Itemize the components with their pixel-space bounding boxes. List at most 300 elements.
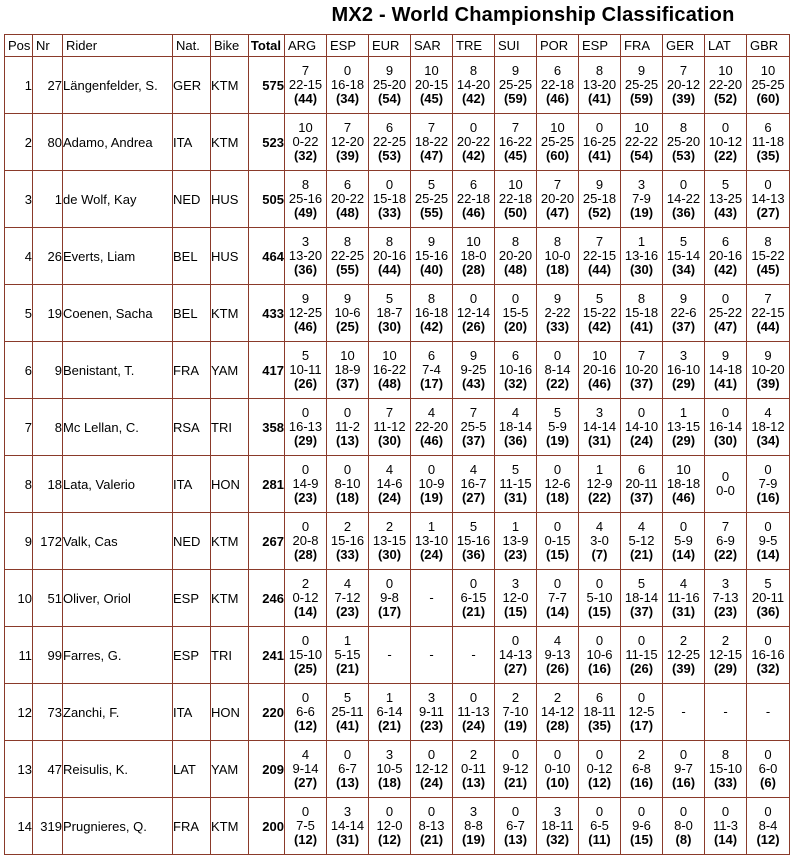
race-points: 18-14 <box>624 590 659 605</box>
race-points: 14-18 <box>708 362 743 377</box>
rider-name: Everts, Liam <box>63 228 173 285</box>
rider-pos: 4 <box>5 228 33 285</box>
race-points: 15-18 <box>372 191 407 206</box>
gp-points: (21) <box>629 547 654 562</box>
gp-points: (55) <box>335 262 360 277</box>
race-points: 9-14 <box>292 761 319 776</box>
gp-result-cell <box>369 798 411 855</box>
race-points: 22-18 <box>456 191 491 206</box>
gp-score: 7 <box>553 177 562 192</box>
gp-points: (29) <box>671 376 696 391</box>
rider-name: Adamo, Andrea <box>63 114 173 171</box>
gp-score: 0 <box>764 462 772 477</box>
race-points: 11-3 <box>712 818 739 833</box>
gp-score: 6 <box>427 348 436 363</box>
gp-points: (28) <box>545 718 570 733</box>
gp-score: 0 <box>511 633 520 648</box>
rider-pos: 14 <box>5 798 33 855</box>
table-row <box>5 285 790 342</box>
race-points: 9-7 <box>674 761 693 776</box>
gp-result-cell <box>663 798 705 855</box>
gp-score: 0 <box>343 405 352 420</box>
rider-bike: HUS <box>211 228 249 285</box>
gp-points: (7) <box>591 547 608 562</box>
race-points: 13-20 <box>582 77 617 92</box>
gp-points: (28) <box>293 547 318 562</box>
gp-result-cell <box>579 684 621 741</box>
gp-result-cell <box>705 741 747 798</box>
gp-points: (33) <box>335 547 360 562</box>
race-points: 11-13 <box>457 704 490 719</box>
gp-points: (46) <box>419 433 444 448</box>
table-row <box>5 570 790 627</box>
rider-number: 73 <box>33 684 63 741</box>
race-points: 20-16 <box>582 362 617 377</box>
gp-score: 2 <box>469 747 478 762</box>
rider-bike: TRI <box>211 627 249 684</box>
gp-result-cell <box>537 570 579 627</box>
rider-number: 1 <box>33 171 63 228</box>
gp-points: (27) <box>461 490 486 505</box>
gp-result-cell <box>537 114 579 171</box>
table-row <box>5 114 790 171</box>
gp-result-cell <box>327 114 369 171</box>
rider-name: Prugnieres, Q. <box>63 798 173 855</box>
gp-points: (21) <box>419 832 444 847</box>
gp-score: 2 <box>679 633 688 648</box>
gp-points: (30) <box>713 433 738 448</box>
gp-result-cell <box>453 171 495 228</box>
gp-score: 3 <box>721 576 730 591</box>
gp-points: (14) <box>293 604 318 619</box>
gp-result-cell <box>621 228 663 285</box>
gp-points: (22) <box>587 490 612 505</box>
rider-number: 99 <box>33 627 63 684</box>
header-gp: TRE <box>453 35 495 57</box>
gp-points: (43) <box>713 205 738 220</box>
race-points: 15-18 <box>624 305 659 320</box>
race-points: 6-9 <box>716 533 735 548</box>
rider-bike: HON <box>211 456 249 513</box>
race-points: 22-25 <box>372 134 407 149</box>
race-points: 9-12 <box>502 761 529 776</box>
gp-result-cell <box>621 57 663 114</box>
race-points: 12-20 <box>330 134 365 149</box>
gp-result-cell <box>285 684 327 741</box>
gp-score: 0 <box>511 804 520 819</box>
gp-score: 0 <box>595 120 604 135</box>
rider-nationality: BEL <box>173 228 211 285</box>
gp-result-cell <box>579 741 621 798</box>
gp-result-cell <box>495 285 537 342</box>
gp-score: 9 <box>595 177 604 192</box>
race-points: 7-5 <box>296 818 315 833</box>
gp-score: 2 <box>343 519 352 534</box>
rider-name: Längenfelder, S. <box>63 57 173 114</box>
gp-score: 3 <box>469 804 478 819</box>
gp-points: (34) <box>756 433 780 448</box>
gp-result-cell <box>495 342 537 399</box>
race-points: 12-0 <box>502 590 529 605</box>
gp-points: (45) <box>419 91 444 106</box>
gp-score: 0 <box>679 177 688 192</box>
gp-points: (26) <box>545 661 570 676</box>
race-points: 10-0 <box>544 248 571 263</box>
race-points: 8-14 <box>544 362 571 377</box>
race-points: 22-22 <box>624 134 659 149</box>
header-total: Total <box>249 35 285 57</box>
race-points: 16-13 <box>288 419 323 434</box>
gp-result-cell <box>285 285 327 342</box>
gp-result-cell <box>705 57 747 114</box>
race-points: 14-9 <box>292 476 319 491</box>
gp-score: 8 <box>679 120 688 135</box>
classification-table <box>4 34 790 855</box>
gp-score: 4 <box>469 462 478 477</box>
gp-result-cell <box>369 114 411 171</box>
gp-score: 5 <box>721 177 730 192</box>
race-points: 15-5 <box>502 305 529 320</box>
gp-score: 10 <box>340 348 355 363</box>
gp-points: (30) <box>629 262 654 277</box>
race-points: 18-14 <box>498 419 533 434</box>
gp-points: (21) <box>377 718 402 733</box>
rider-number: 9 <box>33 342 63 399</box>
gp-result-cell <box>411 513 453 570</box>
race-points: 12-25 <box>288 305 323 320</box>
gp-points: (47) <box>713 319 738 334</box>
gp-score: 0 <box>385 576 394 591</box>
gp-result-cell <box>453 342 495 399</box>
gp-score: 0 <box>637 633 646 648</box>
gp-points: (22) <box>713 547 738 562</box>
gp-score: 6 <box>721 234 730 249</box>
gp-score: 0 <box>764 177 772 192</box>
race-points: 0-12 <box>586 761 613 776</box>
gp-points: (52) <box>713 91 738 106</box>
gp-score: 10 <box>592 348 607 363</box>
gp-score: 9 <box>427 234 436 249</box>
gp-result-cell <box>705 798 747 855</box>
gp-points: (27) <box>293 775 318 790</box>
gp-points: (19) <box>419 490 444 505</box>
race-points: 20-22 <box>330 191 365 206</box>
gp-result-cell <box>747 171 790 228</box>
gp-result-cell <box>747 684 790 741</box>
race-points: 22-18 <box>498 191 533 206</box>
gp-result-cell <box>705 627 747 684</box>
race-points: 0-12 <box>292 590 319 605</box>
gp-points: (11) <box>588 832 611 847</box>
gp-result-cell <box>453 57 495 114</box>
race-points: 25-20 <box>666 134 701 149</box>
gp-result-cell <box>579 513 621 570</box>
race-points: 14-14 <box>582 419 617 434</box>
gp-score: 10 <box>466 234 481 249</box>
gp-score: 8 <box>469 63 478 78</box>
gp-result-cell <box>285 627 327 684</box>
gp-score: 10 <box>508 177 523 192</box>
gp-points: (13) <box>503 832 528 847</box>
race-points: 14-13 <box>751 191 785 206</box>
gp-score: 6 <box>637 462 646 477</box>
gp-score: 3 <box>553 804 562 819</box>
gp-points: (18) <box>377 775 402 790</box>
gp-score: 9 <box>553 291 562 306</box>
race-points: - <box>765 704 771 719</box>
race-points: 12-0 <box>376 818 403 833</box>
race-points: 25-25 <box>751 77 785 92</box>
race-points: 7-4 <box>422 362 441 377</box>
race-points: 20-12 <box>666 77 701 92</box>
gp-result-cell <box>537 399 579 456</box>
gp-score: 0 <box>553 576 562 591</box>
gp-result-cell <box>747 627 790 684</box>
race-points: 6-15 <box>460 590 487 605</box>
gp-score: 10 <box>382 348 397 363</box>
gp-result-cell <box>411 114 453 171</box>
gp-score: 2 <box>721 633 730 648</box>
gp-score: 8 <box>595 63 604 78</box>
gp-result-cell <box>453 570 495 627</box>
gp-result-cell <box>537 171 579 228</box>
gp-score: 0 <box>511 291 520 306</box>
gp-result-cell <box>453 627 495 684</box>
gp-result-cell <box>705 228 747 285</box>
gp-result-cell <box>453 228 495 285</box>
gp-points: (14) <box>713 832 738 847</box>
gp-points: (12) <box>293 832 318 847</box>
gp-points: (48) <box>503 262 528 277</box>
gp-points: (33) <box>545 319 570 334</box>
race-points: 13-25 <box>708 191 743 206</box>
gp-points: (32) <box>545 832 570 847</box>
gp-result-cell <box>495 57 537 114</box>
gp-points: (19) <box>461 832 486 847</box>
header-gp: GBR <box>747 35 790 57</box>
gp-result-cell <box>747 57 790 114</box>
rider-total: 200 <box>249 798 285 855</box>
gp-result-cell <box>663 399 705 456</box>
gp-result-cell <box>327 228 369 285</box>
gp-score: 0 <box>721 120 730 135</box>
gp-points: (42) <box>461 148 486 163</box>
gp-result-cell <box>663 684 705 741</box>
rider-nationality: ESP <box>173 570 211 627</box>
race-points: 22-18 <box>540 77 575 92</box>
race-points: 22-25 <box>330 248 365 263</box>
gp-score: 10 <box>298 120 313 135</box>
rider-nationality: BEL <box>173 285 211 342</box>
gp-result-cell <box>621 342 663 399</box>
rider-pos: 9 <box>5 513 33 570</box>
gp-score: 8 <box>427 291 436 306</box>
gp-score: 4 <box>343 576 352 591</box>
rider-bike: KTM <box>211 285 249 342</box>
race-points: 18-12 <box>751 419 785 434</box>
gp-result-cell <box>327 570 369 627</box>
gp-result-cell <box>495 570 537 627</box>
gp-points: (44) <box>587 262 612 277</box>
gp-result-cell <box>579 798 621 855</box>
gp-points: (44) <box>377 262 402 277</box>
gp-score: 0 <box>637 405 646 420</box>
gp-result-cell <box>327 342 369 399</box>
race-points: 22-15 <box>582 248 617 263</box>
gp-points: (45) <box>756 262 780 277</box>
rider-name: Benistant, T. <box>63 342 173 399</box>
gp-score: 5 <box>553 405 562 420</box>
gp-result-cell <box>705 513 747 570</box>
gp-points: (39) <box>671 91 696 106</box>
gp-score: 8 <box>511 234 520 249</box>
gp-points: (33) <box>713 775 738 790</box>
gp-result-cell <box>495 798 537 855</box>
rider-total: 464 <box>249 228 285 285</box>
race-points: 20-16 <box>708 248 743 263</box>
gp-score: 2 <box>637 747 646 762</box>
gp-result-cell <box>663 627 705 684</box>
gp-score: 0 <box>385 804 394 819</box>
gp-points: (30) <box>377 319 402 334</box>
gp-points: (22) <box>545 376 570 391</box>
gp-score: 0 <box>343 63 352 78</box>
rider-nationality: FRA <box>173 798 211 855</box>
gp-points: (37) <box>629 376 654 391</box>
race-points: 10-6 <box>586 647 613 662</box>
gp-points: (13) <box>461 775 486 790</box>
gp-result-cell <box>621 114 663 171</box>
gp-score: 0 <box>595 747 604 762</box>
gp-result-cell <box>663 741 705 798</box>
race-points: 22-15 <box>751 305 785 320</box>
gp-result-cell <box>369 627 411 684</box>
gp-result-cell <box>453 456 495 513</box>
race-points: 18-9 <box>334 362 361 377</box>
gp-score: 3 <box>595 405 604 420</box>
gp-score: 4 <box>511 405 520 420</box>
table-row <box>5 684 790 741</box>
race-points: 15-22 <box>751 248 785 263</box>
header-nr: Nr <box>33 35 63 57</box>
gp-points: (43) <box>461 376 486 391</box>
gp-points: (14) <box>671 547 696 562</box>
race-points: 0-22 <box>292 134 319 149</box>
gp-result-cell <box>369 171 411 228</box>
gp-score: 8 <box>553 234 562 249</box>
gp-score: 0 <box>764 633 772 648</box>
race-points: 12-14 <box>456 305 491 320</box>
gp-points: (46) <box>545 91 570 106</box>
race-points: 7-9 <box>758 476 778 491</box>
gp-score: 4 <box>679 576 688 591</box>
gp-points: (37) <box>335 376 360 391</box>
race-points: - <box>723 704 728 719</box>
race-points: 7-10 <box>502 704 529 719</box>
gp-points: (28) <box>461 262 486 277</box>
race-points: - <box>429 590 434 605</box>
gp-score: 5 <box>511 462 520 477</box>
gp-score: 0 <box>595 576 604 591</box>
gp-points: (52) <box>587 205 612 220</box>
gp-result-cell <box>705 285 747 342</box>
gp-result-cell <box>495 456 537 513</box>
gp-result-cell <box>411 57 453 114</box>
header-gp: ESP <box>327 35 369 57</box>
race-points: 12-15 <box>708 647 743 662</box>
gp-result-cell <box>705 570 747 627</box>
gp-result-cell <box>453 399 495 456</box>
gp-result-cell <box>579 228 621 285</box>
gp-score: 6 <box>553 63 562 78</box>
gp-result-cell <box>369 285 411 342</box>
gp-points: (39) <box>335 148 360 163</box>
gp-result-cell <box>495 513 537 570</box>
race-points: 10-20 <box>624 362 659 377</box>
gp-score: 7 <box>469 405 478 420</box>
race-points: 16-22 <box>372 362 407 377</box>
gp-points: (30) <box>377 433 402 448</box>
race-points: 15-16 <box>456 533 491 548</box>
race-points: 16-25 <box>582 134 617 149</box>
rider-bike: KTM <box>211 114 249 171</box>
gp-points: (32) <box>756 661 780 676</box>
gp-score: 7 <box>595 234 604 249</box>
race-points: 22-20 <box>414 419 449 434</box>
rider-total: 358 <box>249 399 285 456</box>
gp-points: (49) <box>293 205 318 220</box>
gp-points: (27) <box>503 661 528 676</box>
gp-points: (24) <box>419 775 444 790</box>
race-points: 6-7 <box>506 818 525 833</box>
gp-result-cell <box>579 627 621 684</box>
gp-points: (16) <box>756 490 780 505</box>
gp-score: 0 <box>427 747 436 762</box>
gp-result-cell <box>495 627 537 684</box>
gp-result-cell <box>663 285 705 342</box>
gp-result-cell <box>453 285 495 342</box>
gp-result-cell <box>663 513 705 570</box>
rider-bike: KTM <box>211 798 249 855</box>
race-points: 8-13 <box>418 818 445 833</box>
race-points: 20-11 <box>751 590 785 605</box>
gp-result-cell <box>747 285 790 342</box>
gp-result-cell <box>369 399 411 456</box>
gp-points: (42) <box>461 91 486 106</box>
gp-result-cell <box>537 228 579 285</box>
gp-result-cell <box>579 57 621 114</box>
gp-points: (31) <box>587 433 612 448</box>
gp-points: (6) <box>760 775 776 790</box>
gp-points: (18) <box>335 490 360 505</box>
gp-result-cell <box>537 684 579 741</box>
gp-score: 1 <box>343 633 352 648</box>
rider-bike: TRI <box>211 399 249 456</box>
gp-result-cell <box>537 798 579 855</box>
race-points: 14-13 <box>498 647 533 662</box>
rider-nationality: FRA <box>173 342 211 399</box>
gp-result-cell <box>285 513 327 570</box>
gp-score: 5 <box>679 234 688 249</box>
rider-nationality: ITA <box>173 456 211 513</box>
gp-score: 0 <box>427 462 436 477</box>
gp-score: 5 <box>385 291 394 306</box>
gp-result-cell <box>453 798 495 855</box>
gp-points: (15) <box>629 832 654 847</box>
gp-points: (40) <box>419 262 444 277</box>
gp-score: 7 <box>764 291 772 306</box>
gp-score: 0 <box>721 291 730 306</box>
